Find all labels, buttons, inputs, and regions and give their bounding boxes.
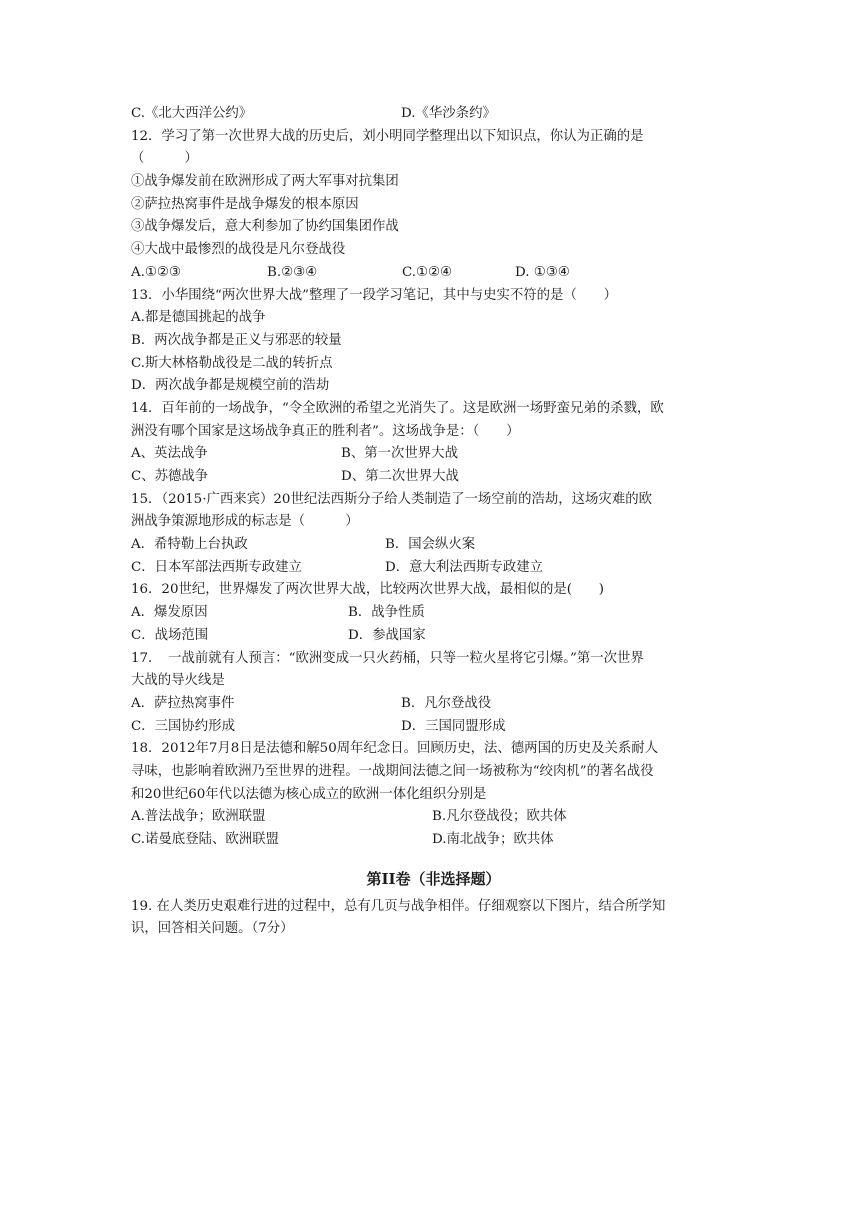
- prev-question-options: [131, 103, 736, 126]
- question-13: [131, 285, 736, 398]
- question-options: [131, 534, 736, 557]
- option-b: B．国会纵火案: [385, 537, 476, 553]
- question-19: [131, 896, 736, 941]
- question-options: [131, 466, 736, 489]
- question-stem: 19. 在人类历史艰难行进的过程中，总有几页与战争相伴。仔细观察以下图片，结合所学知: [131, 898, 666, 914]
- option-d: D、第二次世界大战: [341, 469, 459, 484]
- question-stem-cont: 洲没有哪个国家是这场战争真正的胜利者”。这场战争是：（ ）: [131, 423, 520, 439]
- option-c: C、苏德战争: [131, 469, 209, 484]
- option-c: C．战场范围: [131, 627, 209, 643]
- option-d: D．两次战争都是规模空前的浩劫: [131, 378, 330, 394]
- question-stem: 15．（2015·广西来宾）20世纪法西斯分子给人类制造了一场空前的浩劫，这场灾难的欧: [131, 491, 652, 507]
- question-stem: 13．小华围绕“两次世界大战”整理了一段学习笔记，其中与史实不符的是（ ）: [131, 287, 618, 303]
- option-a: A、英法战争: [131, 446, 208, 462]
- question-17: [131, 648, 736, 739]
- option-a: A．爆发原因: [131, 605, 208, 621]
- question-15: [131, 489, 736, 580]
- question-options: [131, 602, 736, 625]
- knowledge-item: ②萨拉热窝事件是战争爆发的根本原因: [131, 196, 359, 212]
- question-stem-cont: 洲战争策源地形成的标志是（ ）: [131, 514, 359, 530]
- option-c: C．三国协约形成: [131, 718, 235, 734]
- option-d: D.南北战争；欧共体: [432, 832, 554, 847]
- option-b: B．战争性质: [348, 605, 425, 621]
- option-a: A．萨拉热窝事件: [131, 695, 235, 711]
- question-stem: 14．百年前的一场战争，“令全欧洲的希望之光消失了。这是欧洲一场野蛮兄弟的杀戮，欧: [131, 400, 664, 416]
- option-b: B．两次战争都是正义与邪恶的较量: [131, 332, 342, 348]
- option-c: C.《北大西洋公约》: [131, 106, 253, 121]
- question-stem: 16．20世纪，世界爆发了两次世界大战，比较两次世界大战，最相似的是( ): [131, 582, 605, 598]
- option-d: D．参战国家: [348, 627, 426, 643]
- option-a: A．希特勒上台执政: [131, 537, 248, 553]
- question-14: [131, 398, 736, 489]
- option-a: A.①②③: [131, 264, 181, 280]
- question-18: [131, 738, 736, 851]
- option-c: C.斯大林格勒战役是二战的转折点: [131, 355, 333, 371]
- question-stem-cont: 大战的导火线是: [131, 673, 225, 689]
- option-b: B.凡尔登战役；欧共体: [432, 809, 567, 825]
- option-c: C.诺曼底登陆、欧洲联盟: [131, 832, 279, 847]
- question-options: [131, 557, 736, 580]
- question-options: [131, 693, 736, 716]
- question-12: [131, 126, 736, 285]
- option-b: B．凡尔登战役: [401, 695, 492, 711]
- question-options: [131, 716, 736, 739]
- option-a: A.都是德国挑起的战争: [131, 310, 266, 326]
- question-options: [131, 829, 736, 852]
- option-b: B.②③④: [267, 264, 318, 280]
- question-stem-cont: 寻味，也影响着欧洲乃至世界的进程。一战期间法德之间一场被称为“绞肉机”的著名战役: [131, 763, 654, 779]
- knowledge-item: ③战争爆发后，意大利参加了协约国集团作战: [131, 219, 399, 235]
- option-d: D.《华沙条约》: [401, 106, 496, 121]
- question-stem-cont: 识，回答相关问题。（7分）: [131, 921, 294, 937]
- option-c: C．日本军部法西斯专政建立: [131, 559, 302, 575]
- option-d: D．三国同盟形成: [401, 718, 506, 734]
- question-16: [131, 579, 736, 647]
- answer-blank: （ ）: [131, 151, 198, 167]
- question-options: [131, 443, 736, 466]
- option-c: C.①②④: [402, 264, 453, 280]
- knowledge-item: ④大战中最惨烈的战役是凡尔登战役: [131, 242, 346, 258]
- exam-content: [131, 103, 736, 941]
- option-d: D．意大利法西斯专政建立: [385, 559, 544, 575]
- section-title: 第II卷（非选择题）: [366, 869, 501, 888]
- question-stem: 12．学习了第一次世界大战的历史后，刘小明同学整理出以下知识点，你认为正确的是: [131, 128, 644, 144]
- question-stem-cont: 和20世纪60年代以法德为核心成立的欧洲一体化组织分别是: [131, 786, 487, 802]
- option-a: A.普法战争；欧洲联盟: [131, 809, 266, 825]
- knowledge-item: ①战争爆发前在欧洲形成了两大军事对抗集团: [131, 174, 399, 190]
- question-options: [131, 262, 736, 285]
- question-stem: 17． 一战前就有人预言：“欧洲变成一只火药桶，只等一粒火星将它引爆。”第一次世界: [131, 650, 644, 666]
- option-b: B、第一次世界大战: [341, 446, 458, 462]
- question-options: [131, 625, 736, 648]
- question-options: [131, 806, 736, 829]
- question-stem: 18．2012年7月8日是法德和解50周年纪念日。回顾历史，法、德两国的历史及关系耐人: [131, 741, 659, 757]
- option-d: D. ①③④: [515, 264, 570, 280]
